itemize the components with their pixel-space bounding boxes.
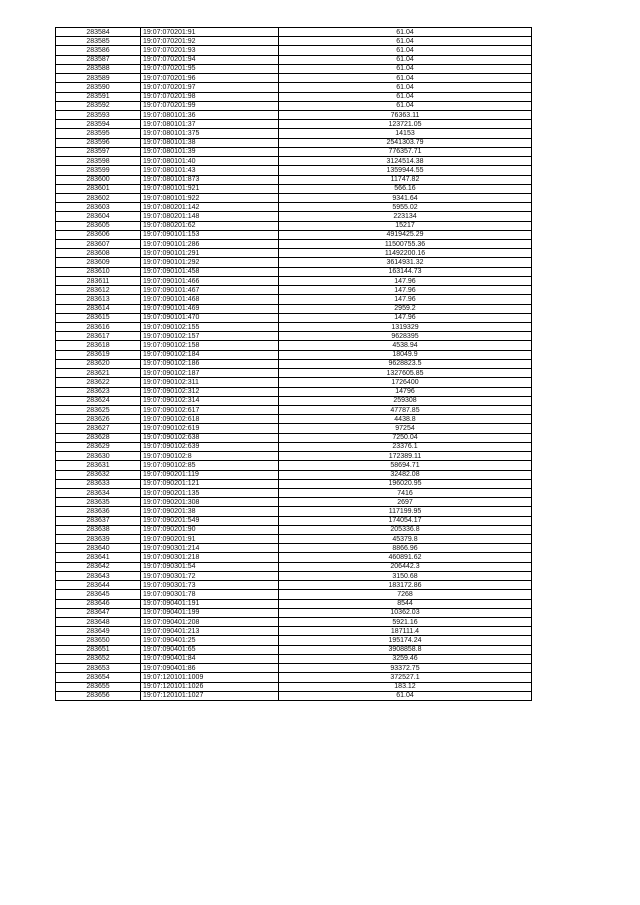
row-number-cell: 283651 <box>56 645 141 654</box>
table-row <box>56 37 532 46</box>
value-cell: 61.04 <box>279 92 532 101</box>
value-cell: 3259.46 <box>279 654 532 663</box>
value-cell: 47787.85 <box>279 405 532 414</box>
cadastral-number-cell: 19:07:090102:184 <box>141 350 279 359</box>
row-number-cell: 283601 <box>56 184 141 193</box>
table-row <box>56 184 532 193</box>
cadastral-number-cell: 19:07:120101:1009 <box>141 673 279 682</box>
cadastral-number-cell: 19:07:090102:157 <box>141 332 279 341</box>
table-row <box>56 175 532 184</box>
value-cell: 61.04 <box>279 83 532 92</box>
row-number-cell: 283611 <box>56 276 141 285</box>
value-cell: 61.04 <box>279 55 532 64</box>
cadastral-number-cell: 19:07:090301:218 <box>141 553 279 562</box>
value-cell: 11747.82 <box>279 175 532 184</box>
row-number-cell: 283615 <box>56 313 141 322</box>
cadastral-number-cell: 19:07:080101:38 <box>141 138 279 147</box>
cadastral-number-cell: 19:07:090101:469 <box>141 304 279 313</box>
table-row <box>56 258 532 267</box>
row-number-cell: 283652 <box>56 654 141 663</box>
cadastral-number-cell: 19:07:090301:78 <box>141 590 279 599</box>
table-row <box>56 645 532 654</box>
row-number-cell: 283606 <box>56 230 141 239</box>
cadastral-number-cell: 19:07:090401:65 <box>141 645 279 654</box>
value-cell: 195174.24 <box>279 636 532 645</box>
table-row <box>56 571 532 580</box>
table-row <box>56 286 532 295</box>
value-cell: 7250.04 <box>279 433 532 442</box>
row-number-cell: 283647 <box>56 608 141 617</box>
table-row <box>56 295 532 304</box>
cadastral-number-cell: 19:07:090401:213 <box>141 627 279 636</box>
cadastral-number-cell: 19:07:090201:121 <box>141 479 279 488</box>
value-cell: 123721.05 <box>279 120 532 129</box>
row-number-cell: 283605 <box>56 221 141 230</box>
table-row <box>56 157 532 166</box>
table-row <box>56 147 532 156</box>
table-row <box>56 166 532 175</box>
value-cell: 61.04 <box>279 74 532 83</box>
value-cell: 259308 <box>279 396 532 405</box>
row-number-cell: 283654 <box>56 673 141 682</box>
table-row <box>56 673 532 682</box>
row-number-cell: 283634 <box>56 488 141 497</box>
cadastral-number-cell: 19:07:090102:8 <box>141 452 279 461</box>
cadastral-number-cell: 19:07:090101:458 <box>141 267 279 276</box>
value-cell: 61.04 <box>279 691 532 700</box>
value-cell: 117199.95 <box>279 507 532 516</box>
value-cell: 32482.08 <box>279 470 532 479</box>
cadastral-number-cell: 19:07:070201:99 <box>141 101 279 110</box>
value-cell: 147.96 <box>279 295 532 304</box>
cadastral-number-cell: 19:07:090201:91 <box>141 535 279 544</box>
value-cell: 460891.62 <box>279 553 532 562</box>
cadastral-number-cell: 19:07:120101:1026 <box>141 682 279 691</box>
value-cell: 9341.64 <box>279 193 532 202</box>
cadastral-number-cell: 19:07:090201:119 <box>141 470 279 479</box>
cadastral-number-cell: 19:07:070201:92 <box>141 37 279 46</box>
value-cell: 8866.96 <box>279 544 532 553</box>
table-row <box>56 267 532 276</box>
row-number-cell: 283653 <box>56 664 141 673</box>
value-cell: 372527.1 <box>279 673 532 682</box>
row-number-cell: 283620 <box>56 359 141 368</box>
value-cell: 11500755.36 <box>279 240 532 249</box>
table-row <box>56 193 532 202</box>
cadastral-number-cell: 19:07:080101:39 <box>141 147 279 156</box>
table-row <box>56 618 532 627</box>
value-cell: 76363.11 <box>279 110 532 119</box>
table-row <box>56 138 532 147</box>
value-cell: 147.96 <box>279 286 532 295</box>
cadastral-number-cell: 19:07:090101:286 <box>141 240 279 249</box>
row-number-cell: 283630 <box>56 452 141 461</box>
cadastral-number-cell: 19:07:070201:97 <box>141 83 279 92</box>
cadastral-number-cell: 19:07:090101:467 <box>141 286 279 295</box>
table-row <box>56 525 532 534</box>
value-cell: 58694.71 <box>279 461 532 470</box>
table-row <box>56 83 532 92</box>
row-number-cell: 283594 <box>56 120 141 129</box>
cadastral-number-cell: 19:07:090401:25 <box>141 636 279 645</box>
cadastral-number-cell: 19:07:070201:93 <box>141 46 279 55</box>
value-cell: 18049.9 <box>279 350 532 359</box>
cadastral-number-cell: 19:07:090102:186 <box>141 359 279 368</box>
row-number-cell: 283621 <box>56 369 141 378</box>
row-number-cell: 283644 <box>56 581 141 590</box>
row-number-cell: 283638 <box>56 525 141 534</box>
row-number-cell: 283590 <box>56 83 141 92</box>
table-row <box>56 276 532 285</box>
value-cell: 61.04 <box>279 46 532 55</box>
row-number-cell: 283599 <box>56 166 141 175</box>
row-number-cell: 283596 <box>56 138 141 147</box>
table-row <box>56 415 532 424</box>
table-body <box>56 28 532 701</box>
value-cell: 776357.71 <box>279 147 532 156</box>
row-number-cell: 283617 <box>56 332 141 341</box>
table-row <box>56 424 532 433</box>
table-row <box>56 535 532 544</box>
cadastral-number-cell: 19:07:080101:921 <box>141 184 279 193</box>
row-number-cell: 283613 <box>56 295 141 304</box>
value-cell: 187111.4 <box>279 627 532 636</box>
table-row <box>56 92 532 101</box>
value-cell: 3908858.8 <box>279 645 532 654</box>
table-row <box>56 129 532 138</box>
value-cell: 196020.95 <box>279 479 532 488</box>
cadastral-number-cell: 19:07:090102:85 <box>141 461 279 470</box>
cadastral-number-cell: 19:07:090401:86 <box>141 664 279 673</box>
cadastral-number-cell: 19:07:080101:375 <box>141 129 279 138</box>
value-cell: 8544 <box>279 599 532 608</box>
value-cell: 183.12 <box>279 682 532 691</box>
table-row <box>56 544 532 553</box>
cadastral-number-cell: 19:07:090401:199 <box>141 608 279 617</box>
table-row <box>56 64 532 73</box>
value-cell: 4919425.29 <box>279 230 532 239</box>
row-number-cell: 283646 <box>56 599 141 608</box>
row-number-cell: 283655 <box>56 682 141 691</box>
row-number-cell: 283608 <box>56 249 141 258</box>
cadastral-number-cell: 19:07:090102:311 <box>141 378 279 387</box>
cadastral-number-cell: 19:07:070201:94 <box>141 55 279 64</box>
table-row <box>56 479 532 488</box>
table-row <box>56 221 532 230</box>
cadastral-number-cell: 19:07:090102:639 <box>141 442 279 451</box>
table-row <box>56 313 532 322</box>
row-number-cell: 283641 <box>56 553 141 562</box>
row-number-cell: 283607 <box>56 240 141 249</box>
cadastral-number-cell: 19:07:090102:155 <box>141 323 279 332</box>
row-number-cell: 283602 <box>56 193 141 202</box>
row-number-cell: 283600 <box>56 175 141 184</box>
value-cell: 205336.8 <box>279 525 532 534</box>
row-number-cell: 283587 <box>56 55 141 64</box>
cadastral-number-cell: 19:07:080201:148 <box>141 212 279 221</box>
cadastral-number-cell: 19:07:120101:1027 <box>141 691 279 700</box>
row-number-cell: 283642 <box>56 562 141 571</box>
table-row <box>56 249 532 258</box>
value-cell: 5955.02 <box>279 203 532 212</box>
cadastral-number-cell: 19:07:080101:43 <box>141 166 279 175</box>
value-cell: 174054.17 <box>279 516 532 525</box>
value-cell: 163144.73 <box>279 267 532 276</box>
row-number-cell: 283639 <box>56 535 141 544</box>
value-cell: 1726400 <box>279 378 532 387</box>
value-cell: 172389.11 <box>279 452 532 461</box>
table-row <box>56 332 532 341</box>
row-number-cell: 283603 <box>56 203 141 212</box>
row-number-cell: 283623 <box>56 387 141 396</box>
row-number-cell: 283597 <box>56 147 141 156</box>
table-row <box>56 55 532 64</box>
row-number-cell: 283584 <box>56 28 141 37</box>
table-row <box>56 405 532 414</box>
row-number-cell: 283648 <box>56 618 141 627</box>
table-row <box>56 654 532 663</box>
table-row <box>56 470 532 479</box>
table-row <box>56 516 532 525</box>
table-row <box>56 323 532 332</box>
value-cell: 7416 <box>279 488 532 497</box>
cadastral-number-cell: 19:07:090401:84 <box>141 654 279 663</box>
value-cell: 183172.86 <box>279 581 532 590</box>
cadastral-number-cell: 19:07:090201:308 <box>141 498 279 507</box>
table-row <box>56 230 532 239</box>
table-row <box>56 636 532 645</box>
value-cell: 3150.68 <box>279 571 532 580</box>
row-number-cell: 283589 <box>56 74 141 83</box>
value-cell: 1327605.85 <box>279 369 532 378</box>
value-cell: 1359944.55 <box>279 166 532 175</box>
value-cell: 14796 <box>279 387 532 396</box>
row-number-cell: 283632 <box>56 470 141 479</box>
table-row <box>56 359 532 368</box>
table-row <box>56 369 532 378</box>
row-number-cell: 283626 <box>56 415 141 424</box>
table-row <box>56 452 532 461</box>
table-row <box>56 590 532 599</box>
row-number-cell: 283592 <box>56 101 141 110</box>
cadastral-number-cell: 19:07:090102:158 <box>141 341 279 350</box>
cadastral-number-cell: 19:07:090301:73 <box>141 581 279 590</box>
table-row <box>56 581 532 590</box>
cadastral-number-cell: 19:07:090101:153 <box>141 230 279 239</box>
value-cell: 3124514.38 <box>279 157 532 166</box>
table-row <box>56 691 532 700</box>
cadastral-number-cell: 19:07:080101:37 <box>141 120 279 129</box>
value-cell: 3614931.32 <box>279 258 532 267</box>
table-row <box>56 599 532 608</box>
row-number-cell: 283650 <box>56 636 141 645</box>
table-row <box>56 120 532 129</box>
cadastral-number-cell: 19:07:090301:54 <box>141 562 279 571</box>
cadastral-number-cell: 19:07:090201:135 <box>141 488 279 497</box>
table-row <box>56 553 532 562</box>
table-row <box>56 682 532 691</box>
cadastral-number-cell: 19:07:090102:618 <box>141 415 279 424</box>
row-number-cell: 283586 <box>56 46 141 55</box>
value-cell: 10362.03 <box>279 608 532 617</box>
cadastral-number-cell: 19:07:080101:873 <box>141 175 279 184</box>
table-row <box>56 442 532 451</box>
table-row <box>56 378 532 387</box>
table-row <box>56 433 532 442</box>
row-number-cell: 283598 <box>56 157 141 166</box>
cadastral-number-cell: 19:07:090201:549 <box>141 516 279 525</box>
value-cell: 4538.94 <box>279 341 532 350</box>
table-row <box>56 562 532 571</box>
value-cell: 93372.75 <box>279 664 532 673</box>
cadastral-number-cell: 19:07:070201:95 <box>141 64 279 73</box>
value-cell: 2959.2 <box>279 304 532 313</box>
value-cell: 5921.16 <box>279 618 532 627</box>
row-number-cell: 283628 <box>56 433 141 442</box>
row-number-cell: 283640 <box>56 544 141 553</box>
value-cell: 61.04 <box>279 101 532 110</box>
row-number-cell: 283612 <box>56 286 141 295</box>
table-row <box>56 240 532 249</box>
table-row <box>56 387 532 396</box>
cadastral-number-cell: 19:07:080201:142 <box>141 203 279 212</box>
value-cell: 97254 <box>279 424 532 433</box>
table-row <box>56 488 532 497</box>
row-number-cell: 283656 <box>56 691 141 700</box>
row-number-cell: 283609 <box>56 258 141 267</box>
cadastral-number-cell: 19:07:080101:40 <box>141 157 279 166</box>
row-number-cell: 283595 <box>56 129 141 138</box>
row-number-cell: 283610 <box>56 267 141 276</box>
row-number-cell: 283618 <box>56 341 141 350</box>
cadastral-number-cell: 19:07:090102:187 <box>141 369 279 378</box>
row-number-cell: 283593 <box>56 110 141 119</box>
row-number-cell: 283645 <box>56 590 141 599</box>
cadastral-number-cell: 19:07:090401:191 <box>141 599 279 608</box>
value-cell: 61.04 <box>279 64 532 73</box>
value-cell: 147.96 <box>279 276 532 285</box>
table-row <box>56 28 532 37</box>
row-number-cell: 283633 <box>56 479 141 488</box>
cadastral-number-cell: 19:07:080101:922 <box>141 193 279 202</box>
table-row <box>56 341 532 350</box>
row-number-cell: 283635 <box>56 498 141 507</box>
cadastral-number-cell: 19:07:090102:617 <box>141 405 279 414</box>
table-row <box>56 498 532 507</box>
table-row <box>56 74 532 83</box>
cadastral-number-cell: 19:07:090201:90 <box>141 525 279 534</box>
value-cell: 147.96 <box>279 313 532 322</box>
row-number-cell: 283585 <box>56 37 141 46</box>
cadastral-number-cell: 19:07:080101:36 <box>141 110 279 119</box>
row-number-cell: 283627 <box>56 424 141 433</box>
table-row <box>56 46 532 55</box>
value-cell: 2541303.79 <box>279 138 532 147</box>
cadastral-number-cell: 19:07:090101:466 <box>141 276 279 285</box>
row-number-cell: 283629 <box>56 442 141 451</box>
value-cell: 223134 <box>279 212 532 221</box>
value-cell: 15217 <box>279 221 532 230</box>
value-cell: 61.04 <box>279 28 532 37</box>
value-cell: 7268 <box>279 590 532 599</box>
row-number-cell: 283604 <box>56 212 141 221</box>
table-row <box>56 212 532 221</box>
cadastral-number-cell: 19:07:090401:208 <box>141 618 279 627</box>
table-row <box>56 461 532 470</box>
row-number-cell: 283588 <box>56 64 141 73</box>
cadastral-number-cell: 19:07:090102:314 <box>141 396 279 405</box>
cadastral-number-cell: 19:07:080201:62 <box>141 221 279 230</box>
table-row <box>56 608 532 617</box>
value-cell: 4438.8 <box>279 415 532 424</box>
cadastral-number-cell: 19:07:090101:292 <box>141 258 279 267</box>
row-number-cell: 283637 <box>56 516 141 525</box>
table-row <box>56 627 532 636</box>
cadastral-number-cell: 19:07:070201:98 <box>141 92 279 101</box>
cadastral-number-cell: 19:07:070201:96 <box>141 74 279 83</box>
row-number-cell: 283616 <box>56 323 141 332</box>
cadastral-number-cell: 19:07:090201:38 <box>141 507 279 516</box>
value-cell: 11492200.16 <box>279 249 532 258</box>
value-cell: 14153 <box>279 129 532 138</box>
value-cell: 23376.1 <box>279 442 532 451</box>
table-row <box>56 203 532 212</box>
row-number-cell: 283649 <box>56 627 141 636</box>
table-row <box>56 507 532 516</box>
cadastral-number-cell: 19:07:090101:470 <box>141 313 279 322</box>
table-row <box>56 396 532 405</box>
table-row <box>56 350 532 359</box>
table-row <box>56 110 532 119</box>
row-number-cell: 283622 <box>56 378 141 387</box>
row-number-cell: 283636 <box>56 507 141 516</box>
value-cell: 206442.3 <box>279 562 532 571</box>
cadastral-number-cell: 19:07:070201:91 <box>141 28 279 37</box>
cadastral-number-cell: 19:07:090301:214 <box>141 544 279 553</box>
cadastral-number-cell: 19:07:090301:72 <box>141 571 279 580</box>
value-cell: 61.04 <box>279 37 532 46</box>
row-number-cell: 283619 <box>56 350 141 359</box>
value-cell: 45379.8 <box>279 535 532 544</box>
cadastral-number-cell: 19:07:090101:468 <box>141 295 279 304</box>
cadastral-number-cell: 19:07:090101:291 <box>141 249 279 258</box>
table-row <box>56 664 532 673</box>
table-row <box>56 101 532 110</box>
row-number-cell: 283643 <box>56 571 141 580</box>
cadastral-number-cell: 19:07:090102:312 <box>141 387 279 396</box>
row-number-cell: 283624 <box>56 396 141 405</box>
value-cell: 1319329 <box>279 323 532 332</box>
value-cell: 9628823.5 <box>279 359 532 368</box>
value-cell: 566.16 <box>279 184 532 193</box>
row-number-cell: 283591 <box>56 92 141 101</box>
row-number-cell: 283631 <box>56 461 141 470</box>
table-row <box>56 304 532 313</box>
value-cell: 2697 <box>279 498 532 507</box>
data-table <box>55 27 532 701</box>
row-number-cell: 283614 <box>56 304 141 313</box>
cadastral-number-cell: 19:07:090102:619 <box>141 424 279 433</box>
cadastral-number-cell: 19:07:090102:638 <box>141 433 279 442</box>
row-number-cell: 283625 <box>56 405 141 414</box>
value-cell: 9628395 <box>279 332 532 341</box>
